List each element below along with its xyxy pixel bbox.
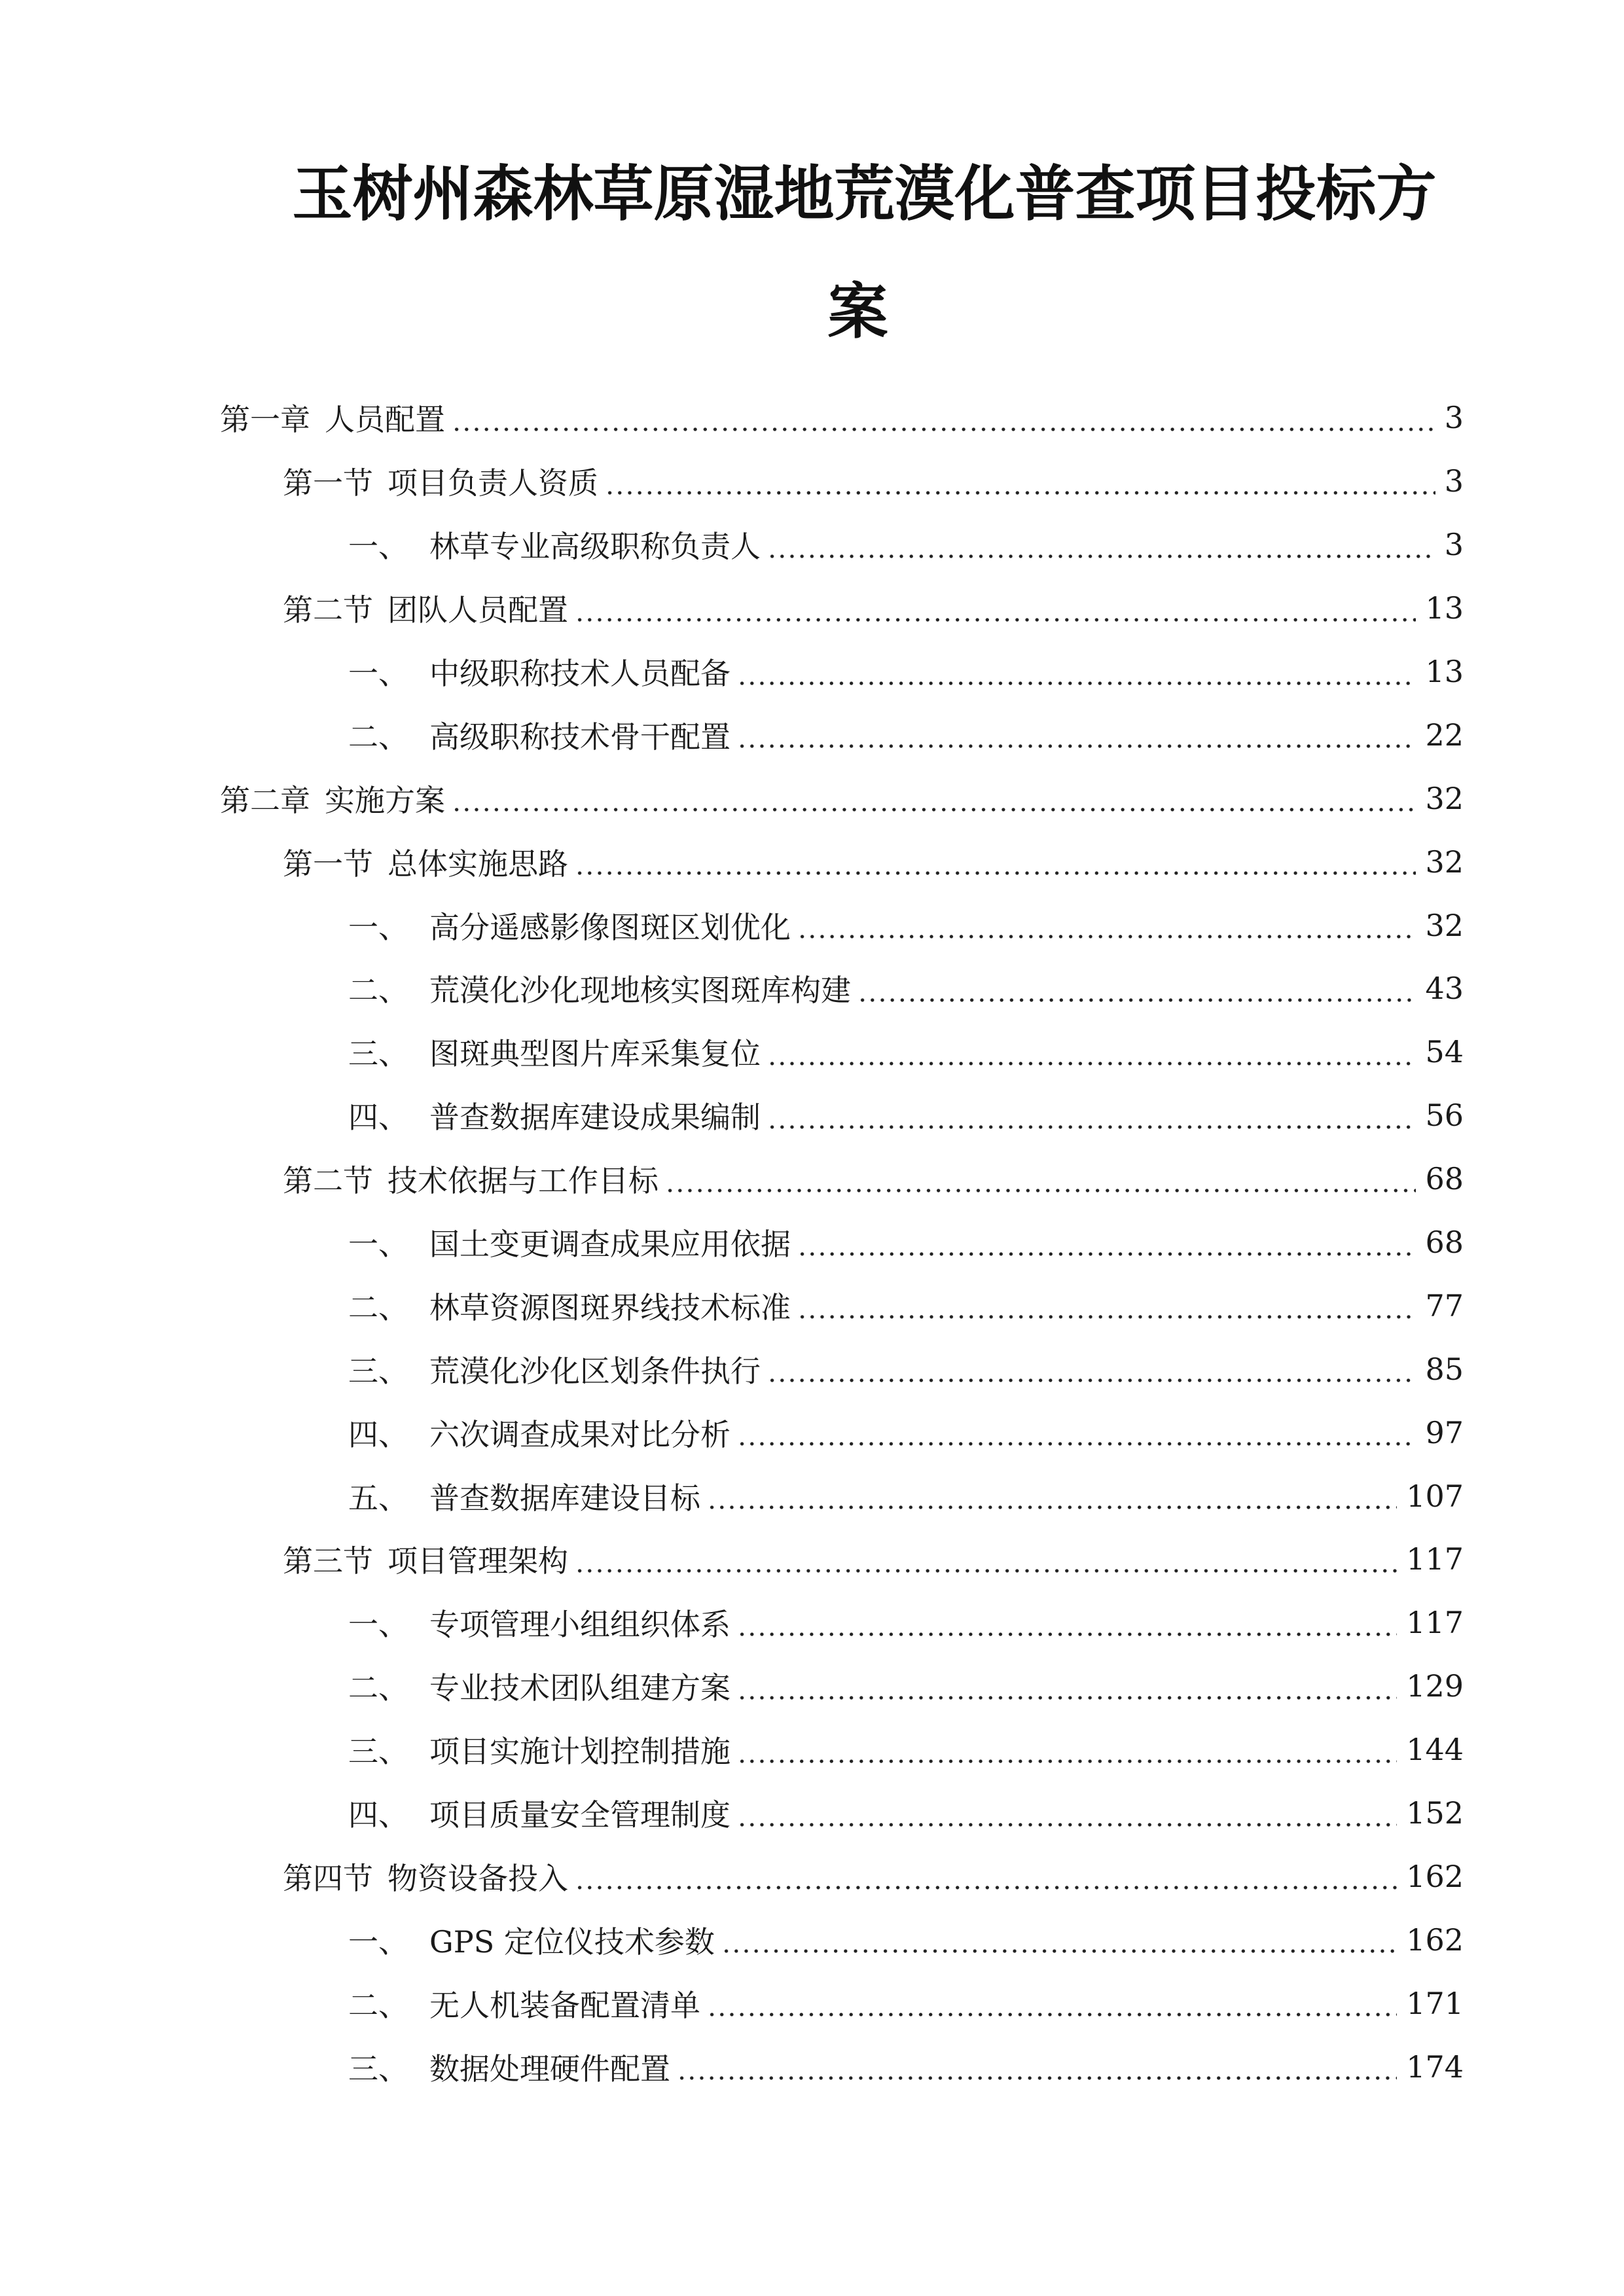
toc-entry-page-number: 54 (1425, 1034, 1464, 1070)
toc-entry-title: 数据处理硬件配置 (429, 2051, 670, 2087)
toc-entry[interactable] (220, 1401, 1464, 1464)
toc-entry[interactable] (220, 1337, 1464, 1401)
toc-entry-number: 二、 (348, 1987, 408, 2023)
toc-entry-label (348, 713, 731, 757)
toc-dot-leader (737, 1718, 1397, 1782)
toc-dot-leader (707, 1971, 1397, 2035)
toc-entry[interactable] (220, 640, 1464, 704)
toc-entry-page-number: 3 (1444, 400, 1464, 436)
toc-entry[interactable] (220, 513, 1464, 577)
toc-entry-number: 二、 (348, 973, 408, 1009)
toc-dot-leader (737, 1782, 1397, 1845)
toc-entry[interactable] (220, 1084, 1464, 1147)
toc-entry-label (283, 1537, 568, 1581)
table-of-contents (220, 386, 1464, 2098)
toc-entry-title: 林草专业高级职称负责人 (429, 529, 761, 565)
toc-entry-number: 二、 (348, 1670, 408, 1706)
toc-dot-leader (797, 1274, 1416, 1337)
toc-entry-title: 国土变更调查成果应用依据 (429, 1227, 791, 1263)
toc-entry-title: 项目实施计划控制措施 (429, 1734, 731, 1770)
toc-entry[interactable] (220, 1464, 1464, 1528)
toc-entry-label (348, 967, 851, 1010)
toc-dot-leader (737, 1591, 1397, 1655)
toc-entry[interactable] (220, 766, 1464, 830)
toc-entry-page-number: 144 (1406, 1732, 1464, 1768)
toc-entry-title: GPS 定位仪技术参数 (429, 1924, 715, 1960)
toc-entry-number: 第一章 (220, 402, 310, 438)
toc-entry-title: 专项管理小组组织体系 (429, 1607, 731, 1643)
toc-entry-page-number: 3 (1444, 463, 1464, 499)
toc-entry-page-number: 97 (1425, 1414, 1464, 1450)
toc-entry-page-number: 56 (1425, 1098, 1464, 1134)
toc-entry-label (348, 523, 761, 566)
toc-entry-title: 荒漠化沙化现地核实图斑库构建 (429, 973, 851, 1009)
toc-entry-label (348, 1601, 731, 1644)
toc-entry-label (348, 650, 731, 693)
toc-entry-label (348, 1348, 761, 1391)
toc-entry-number: 一、 (348, 656, 408, 691)
toc-entry-label (348, 1030, 761, 1073)
toc-dot-leader (452, 766, 1416, 830)
toc-entry-label (348, 1791, 731, 1835)
toc-entry-number: 第二节 (283, 1163, 373, 1199)
toc-dot-leader (605, 450, 1435, 513)
toc-entry-page-number: 117 (1406, 1605, 1464, 1641)
toc-entry-label (348, 904, 791, 947)
toc-dot-leader (797, 1211, 1416, 1274)
toc-entry-page-number: 68 (1425, 1161, 1464, 1197)
toc-entry-page-number: 32 (1425, 844, 1464, 880)
toc-entry-number: 一、 (348, 1924, 408, 1960)
toc-entry-title: 荒漠化沙化区划条件执行 (429, 1353, 761, 1389)
toc-entry[interactable] (220, 1782, 1464, 1845)
toc-entry-number: 第四节 (283, 1860, 373, 1896)
toc-entry-page-number: 174 (1406, 2049, 1464, 2085)
toc-entry[interactable] (220, 1655, 1464, 1718)
toc-entry-number: 四、 (348, 1416, 408, 1452)
toc-dot-leader (737, 703, 1416, 766)
toc-entry-number: 二、 (348, 1289, 408, 1325)
toc-entry-page-number: 32 (1425, 907, 1464, 943)
toc-entry-page-number: 22 (1425, 717, 1464, 753)
toc-entry-label (348, 1411, 731, 1454)
toc-dot-leader (665, 1147, 1416, 1211)
toc-entry-page-number: 171 (1406, 1985, 1464, 2021)
toc-entry[interactable] (220, 957, 1464, 1020)
toc-dot-leader (767, 513, 1435, 577)
toc-entry-title: 总体实施思路 (388, 846, 568, 882)
toc-entry-page-number: 129 (1406, 1668, 1464, 1704)
toc-entry-label (220, 396, 445, 439)
toc-entry-number: 第三节 (283, 1543, 373, 1579)
toc-entry-label (220, 777, 445, 820)
toc-entry-number: 三、 (348, 2051, 408, 2087)
toc-entry-title: 高分遥感影像图斑区划优化 (429, 909, 791, 945)
toc-entry-title: 实施方案 (325, 782, 445, 818)
toc-entry-title: 物资设备投入 (388, 1860, 568, 1896)
toc-entry-number: 二、 (348, 719, 408, 755)
toc-entry-number: 三、 (348, 1734, 408, 1770)
toc-entry-page-number: 13 (1425, 654, 1464, 689)
toc-dot-leader (575, 1528, 1397, 1591)
toc-entry-label (283, 459, 598, 503)
toc-entry-number: 一、 (348, 1227, 408, 1263)
toc-entry-number: 一、 (348, 1607, 408, 1643)
toc-entry[interactable] (220, 1908, 1464, 1971)
toc-dot-leader (737, 640, 1416, 704)
toc-entry[interactable] (220, 386, 1464, 450)
toc-entry-page-number: 85 (1425, 1351, 1464, 1387)
toc-entry-page-number: 117 (1406, 1541, 1464, 1577)
toc-entry[interactable] (220, 1147, 1464, 1211)
toc-dot-leader (767, 1337, 1416, 1401)
toc-entry-title: 人员配置 (325, 402, 445, 438)
toc-entry-page-number: 77 (1425, 1287, 1464, 1323)
toc-entry-title: 六次调查成果对比分析 (429, 1416, 731, 1452)
toc-entry[interactable] (220, 893, 1464, 957)
toc-dot-leader (677, 2035, 1397, 2098)
document-title: 玉树州森林草原湿地荒漠化普查项目投标方 (292, 158, 1437, 229)
toc-entry-title: 项目管理架构 (388, 1543, 568, 1579)
toc-entry-number: 一、 (348, 529, 408, 565)
toc-entry-number: 三、 (348, 1036, 408, 1072)
toc-entry-page-number: 32 (1425, 780, 1464, 816)
toc-entry-number: 第二节 (283, 592, 373, 628)
toc-dot-leader (721, 1908, 1397, 1971)
toc-entry-page-number: 13 (1425, 590, 1464, 626)
toc-entry[interactable] (220, 1844, 1464, 1908)
toc-entry-page-number: 43 (1425, 971, 1464, 1007)
toc-dot-leader (452, 386, 1435, 450)
toc-entry[interactable] (220, 830, 1464, 893)
toc-entry-title: 图斑典型图片库采集复位 (429, 1036, 761, 1072)
toc-entry-label (348, 1982, 700, 2025)
toc-entry-page-number: 3 (1444, 527, 1464, 563)
toc-entry-title: 普查数据库建设目标 (429, 1480, 700, 1516)
toc-entry[interactable] (220, 703, 1464, 766)
toc-entry-label (348, 1664, 731, 1708)
toc-entry[interactable] (220, 450, 1464, 513)
toc-entry-title: 技术依据与工作目标 (388, 1163, 659, 1199)
toc-entry-label (283, 586, 568, 630)
toc-entry[interactable] (220, 1718, 1464, 1782)
toc-entry-title: 团队人员配置 (388, 592, 568, 628)
toc-entry-label (348, 1728, 731, 1771)
toc-dot-leader (707, 1464, 1397, 1528)
toc-entry-title: 林草资源图斑界线技术标准 (429, 1289, 791, 1325)
toc-dot-leader (767, 1020, 1416, 1084)
toc-entry-number: 第一节 (283, 846, 373, 882)
toc-entry[interactable] (220, 577, 1464, 640)
toc-entry-title: 无人机装备配置清单 (429, 1987, 700, 2023)
toc-entry[interactable] (220, 1971, 1464, 2035)
toc-entry-number: 第一节 (283, 465, 373, 501)
toc-entry-title: 项目质量安全管理制度 (429, 1797, 731, 1833)
toc-entry[interactable] (220, 1591, 1464, 1655)
toc-dot-leader (737, 1401, 1416, 1464)
toc-entry-number: 三、 (348, 1353, 408, 1389)
toc-entry[interactable] (220, 2035, 1464, 2098)
toc-entry-label (283, 840, 568, 884)
toc-entry-number: 五、 (348, 1480, 408, 1516)
toc-entry[interactable] (220, 1020, 1464, 1084)
document-title-continued: 案 (827, 276, 888, 347)
toc-entry[interactable] (220, 1211, 1464, 1274)
toc-entry-label (348, 1475, 700, 1518)
toc-entry-label (348, 2045, 670, 2089)
toc-entry-title: 高级职称技术骨干配置 (429, 719, 731, 755)
toc-entry[interactable] (220, 1528, 1464, 1591)
toc-dot-leader (575, 1844, 1397, 1908)
toc-entry-number: 四、 (348, 1100, 408, 1136)
toc-dot-leader (857, 957, 1416, 1020)
toc-entry-label (348, 1094, 761, 1137)
toc-dot-leader (575, 577, 1416, 640)
toc-entry-title: 项目负责人资质 (388, 465, 598, 501)
toc-entry-page-number: 68 (1425, 1225, 1464, 1261)
toc-entry-label (348, 1918, 715, 1962)
toc-entry-label (283, 1157, 659, 1200)
toc-entry-page-number: 162 (1406, 1922, 1464, 1958)
toc-entry-title: 专业技术团队组建方案 (429, 1670, 731, 1706)
toc-entry-number: 一、 (348, 909, 408, 945)
toc-entry-title: 普查数据库建设成果编制 (429, 1100, 761, 1136)
toc-entry-number: 四、 (348, 1797, 408, 1833)
toc-entry-page-number: 152 (1406, 1795, 1464, 1831)
toc-dot-leader (737, 1655, 1397, 1718)
toc-entry-label (283, 1855, 568, 1898)
toc-entry-page-number: 107 (1406, 1478, 1464, 1514)
toc-entry[interactable] (220, 1274, 1464, 1337)
toc-dot-leader (797, 893, 1416, 957)
toc-dot-leader (767, 1084, 1416, 1147)
toc-entry-page-number: 162 (1406, 1858, 1464, 1894)
toc-dot-leader (575, 830, 1416, 893)
toc-entry-label (348, 1284, 791, 1327)
toc-entry-label (348, 1221, 791, 1264)
toc-entry-title: 中级职称技术人员配备 (429, 656, 731, 691)
toc-entry-number: 第二章 (220, 782, 310, 818)
